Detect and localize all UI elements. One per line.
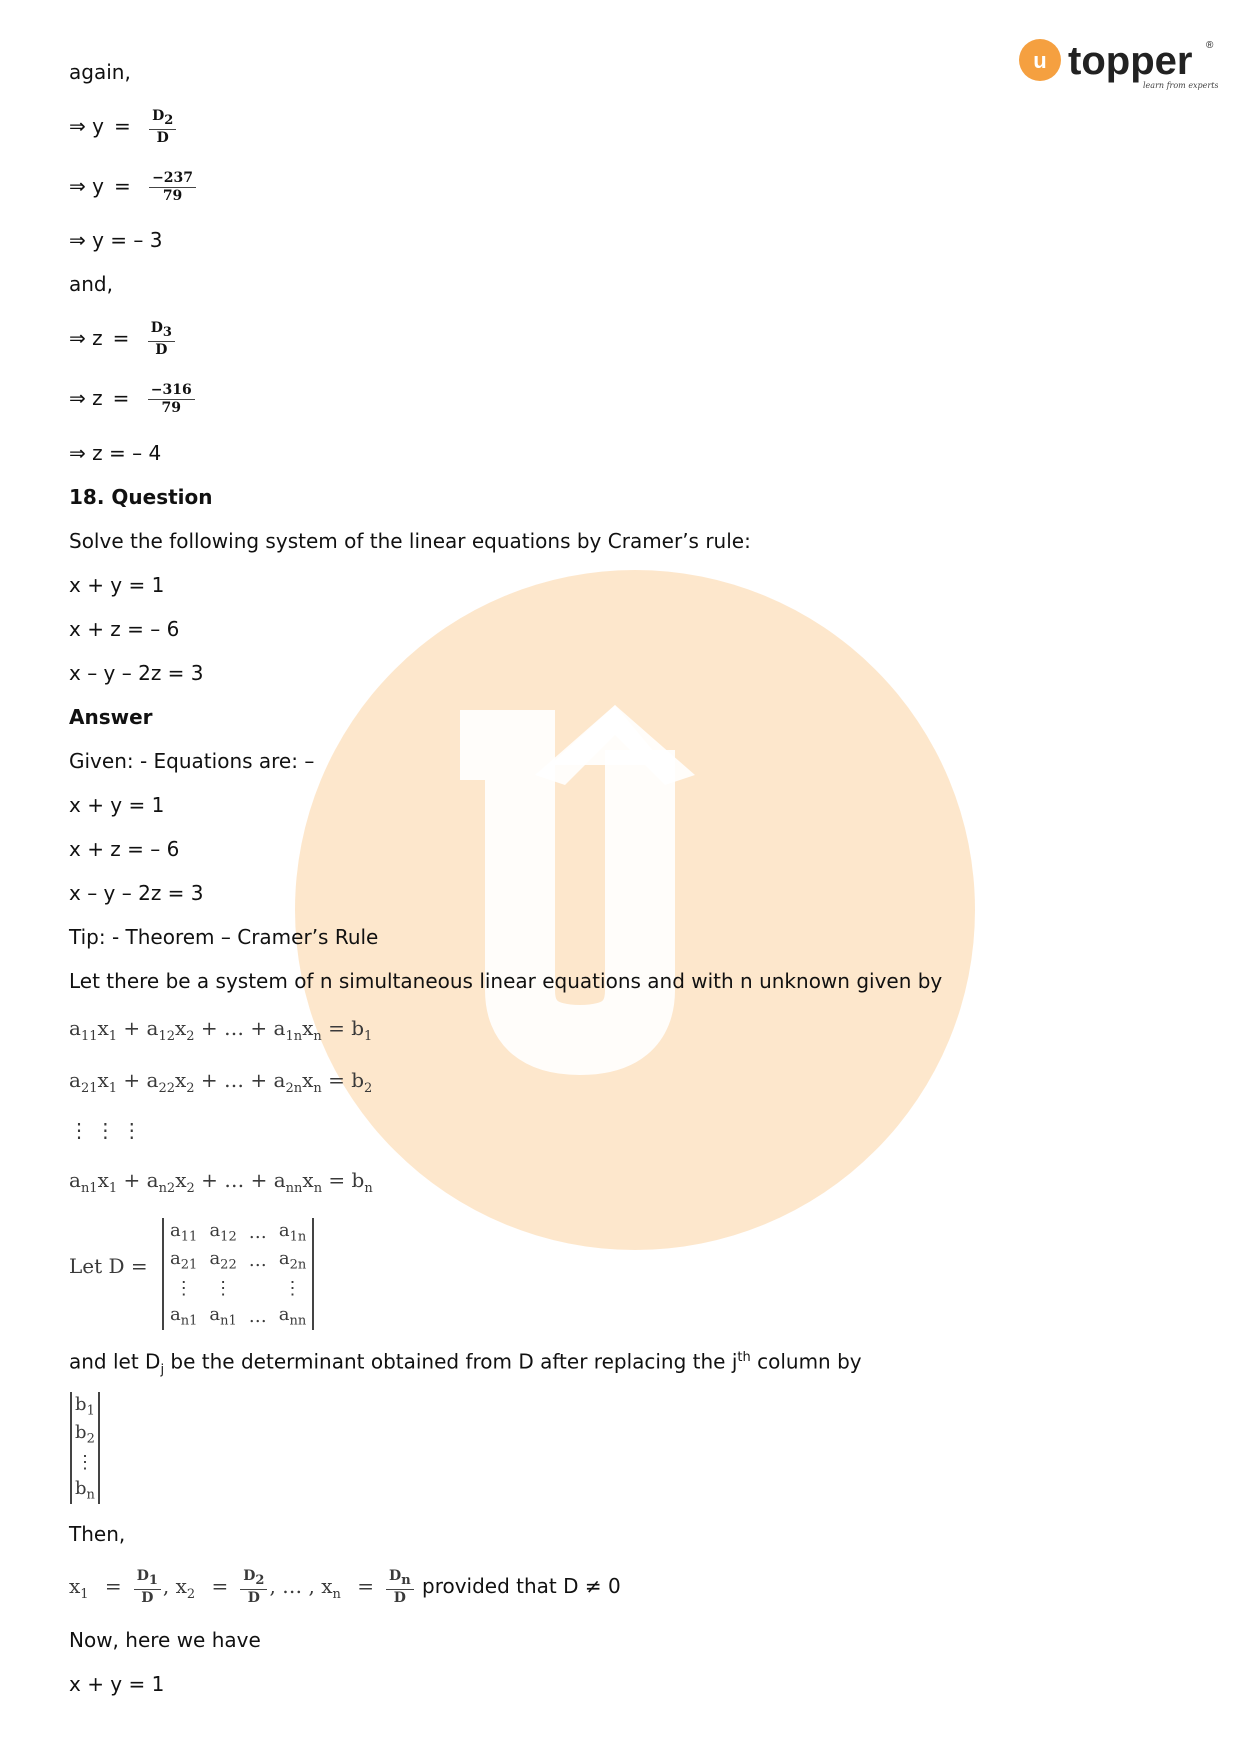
column-vector-b: $b_1$ $b_2$ ⋮ $b_n$ <box>70 1392 100 1504</box>
frac-den: D <box>156 129 169 146</box>
equation-1: x + y = 1 <box>69 573 165 597</box>
y-result: ⇒ y = – 3 <box>69 228 163 252</box>
general-equation-row-n: $a_{n1}x_1 + a_{n2}x_2$ + … + $a_{nn}x_n = b_n$ <box>69 1168 373 1196</box>
general-equation-row-1: $a_{11}x_1 + a_{12}x_2$ + … + $a_{1n}x_n = b_1$ <box>69 1016 373 1044</box>
z-var: ⇒ z <box>69 325 103 350</box>
answer-heading: Answer <box>69 705 153 729</box>
frac-num: −316 <box>148 382 195 400</box>
question-text: Solve the following system of the linear equations by Cramer’s rule: <box>69 529 751 553</box>
logo-registered-mark: ® <box>1206 40 1214 51</box>
subscript-j: j <box>160 1362 165 1378</box>
text-part: column by <box>750 1349 862 1374</box>
superscript-th: th <box>737 1350 751 1365</box>
frac-num: −237 <box>149 170 196 188</box>
cramer-formula <box>69 1568 621 1607</box>
frac-num: D <box>150 320 163 336</box>
given-equation-2: x + z = – 6 <box>69 837 180 861</box>
text-then: Then, <box>69 1522 126 1546</box>
z-var: ⇒ z <box>69 386 103 410</box>
given-equation-3: x – y – 2z = 3 <box>69 881 204 905</box>
given-equation-1: x + y = 1 <box>69 793 165 817</box>
fraction <box>149 108 176 147</box>
frac-den: 79 <box>161 400 181 416</box>
text-and: and, <box>69 272 113 296</box>
given-text: Given: - Equations are: – <box>69 749 315 773</box>
final-equation: x + y = 1 <box>69 1672 165 1696</box>
svg-text:u: u <box>1033 48 1047 73</box>
logo-brand-text: topper <box>1068 39 1193 83</box>
logo-tagline: learn from experts <box>1143 81 1218 90</box>
topper-logo <box>1018 36 1218 96</box>
system-description: Let there be a system of n simultaneous linear equations and with n unknown given by <box>69 969 943 993</box>
frac-den: D <box>155 341 168 358</box>
provided-text: provided that D ≠ 0 <box>422 1573 621 1598</box>
equation-2: x + z = – 6 <box>69 617 180 641</box>
replace-column-text <box>69 1346 862 1383</box>
watermark-u-arrow-icon <box>440 690 830 1110</box>
frac-num: D <box>152 108 165 124</box>
general-equation-row-2: $a_{21}x_1 + a_{22}x_2$ + … + $a_{2n}x_n = b_2$ <box>69 1068 373 1096</box>
question-heading: 18. Question <box>69 485 213 509</box>
equation-3: x – y – 2z = 3 <box>69 661 204 685</box>
formula-math: $x_1$ = $\frac{D_1}{D}$ , $x_2$ = $\frac{D_2}{D}$ , … , $x_n$ = $\frac{D_n}{D}$ <box>69 1574 416 1598</box>
fraction <box>148 320 175 359</box>
tip-text: Tip: - Theorem – Cramer’s Rule <box>69 925 379 949</box>
z-frac-line-2: ⇒ z = $\frac{-316}{79}$ <box>69 382 197 417</box>
vertical-dots-row: ⋮ ⋮ ⋮ <box>69 1118 142 1142</box>
frac-num-sub: 2 <box>164 112 174 128</box>
z-result: ⇒ z = – 4 <box>69 441 162 465</box>
text-again: again, <box>69 60 131 84</box>
y-frac-line-1: ⇒ y = $\frac{D_2}{D}$ <box>69 108 178 147</box>
y-frac-line-2: ⇒ y = $\frac{-237}{79}$ <box>69 170 198 205</box>
y-var: ⇒ y <box>69 113 104 138</box>
text-part: and let D <box>69 1349 161 1374</box>
text-part: be the determinant obtained from D after replacing the j <box>164 1349 738 1374</box>
fraction <box>148 382 195 417</box>
now-text: Now, here we have <box>69 1628 261 1652</box>
frac-den: 79 <box>162 188 183 204</box>
determinant-d: $a_{11}$ $a_{12}$ … $a_{1n}$ $a_{21}$ $a_{22}$ … $a_{2n}$ ⋮ ⋮ ⋮ $a_{n1}$ $a_{n1}$ … $a_{nn}$ <box>162 1218 314 1330</box>
frac-num-sub: 3 <box>162 324 172 340</box>
fraction <box>149 170 196 205</box>
z-frac-line-1: ⇒ z = $\frac{D_3}{D}$ <box>69 320 177 359</box>
let-d-label: Let D = <box>69 1254 148 1278</box>
y-var: ⇒ y <box>69 174 104 198</box>
